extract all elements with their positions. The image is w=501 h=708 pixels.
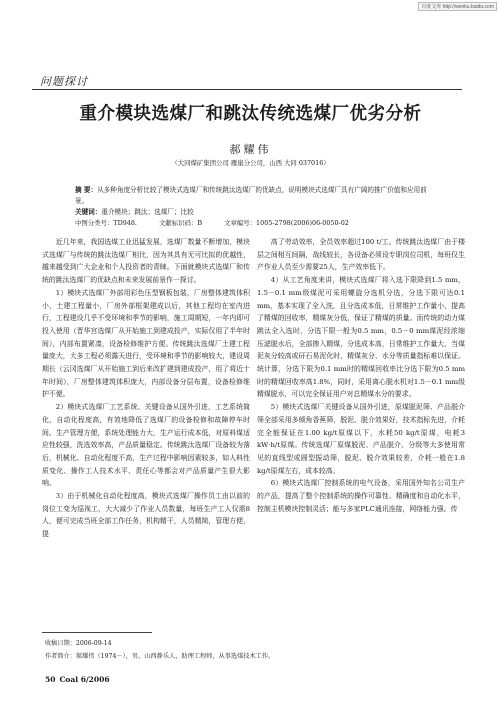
right-column <box>257 236 465 515</box>
document-code: 文献标识码：B <box>159 219 203 227</box>
watermark: 百度文库 http://wenku.baidu.com <box>418 2 497 11</box>
author: 郝耀伟 <box>229 143 272 156</box>
affiliation: （大同煤矿集团公司 雁崖分公司，山西 大同 037016） <box>171 159 330 167</box>
section-label: 问题探讨 <box>40 75 88 88</box>
keywords-label: 关键词： <box>75 208 102 216</box>
clc-number: 中图分类号：TD948. <box>75 219 137 227</box>
body-paragraph: 高了劳动效率，全员效率超过100 t/工。传统跳汰选煤厂由于楼层之间相互间隔，战线较长，各设备必须设专职岗位司机，每班仅生产作业人员至少需要25人，生产效率低下。 <box>257 238 465 272</box>
abstract-text: 从多种角度分析比较了模块式选煤厂和传统跳汰选煤厂的优缺点，说明模块式选煤厂具有广阔的推广价值和应用前景。 <box>75 186 427 205</box>
page-footer <box>45 675 114 684</box>
body-paragraph: 近几年来，我国选煤工业迅猛发展，选煤厂数量不断增加，模块式选煤厂与传统的跳汰选煤厂相比，因为其具有无可比拟的优越性，越来越受到广大企业和个人投资者的青睐。下面就模块式选煤厂和传统的跳汰选煤厂的优缺点和未来发展前景作一探讨。 <box>42 238 250 285</box>
article-title: 重介模块选煤厂和跳汰传统选煤厂优劣分析 <box>79 104 422 124</box>
body-paragraph: 1）模块式选煤厂外部用彩色压型钢板包装，厂房整体建筑体积小，土建工程量小，厂房外部框架建成以后，其他工程均在室内进行，工程建设几乎不受环境和季节的影响，施工周期短，一年内即可投入使用（晋华宫选煤厂从开始施工到建成投产，实际仅用了半年时间），内部布置紧凑，设备检修维护方便。传统跳汰选煤厂土建工程量庞大，大多工程必须露天进行，受环境和季节的影响较大，建设周期长（云冈选煤厂从开始施工到后来改扩建到建成投产，用了将近十年时间），厂房整体建筑体积庞大，内部设备分层布置，设备检修维护不便。 <box>42 288 250 399</box>
left-column <box>42 236 250 541</box>
body-paragraph: 2）模块式选煤厂工艺系统、关键设备从国外引进，工艺系统简化，自动化程度高，有效地降低了选煤厂的设备检修和故障停车时间。生产管理方便，系统处理能力大，生产运行成本低，对原料煤适应性较强，洗选效率高，产品质量稳定。传统跳汰选煤厂设备较为落后，机械化、自动化程度不高，生产过程中影响因素较多，如人料性质变化、操作工人技术水平、责任心等都会对产品质量产生很大影响。 <box>42 403 250 488</box>
footnote-author: 作者简介：郝耀伟（1974－），男，山西静乐人，助理工程师，从事选煤技术工作。 <box>45 653 275 660</box>
classification-row <box>75 218 430 227</box>
body-paragraph: 6）模块式选煤厂控制系统的电气设备，采用国外知名公司生产的产品，提高了整个控制系统的操作可靠性、精确度和自动化水平，控制主机模块控制灵活；能与多家PLC通讯连接，网络能力强。传 <box>257 479 465 513</box>
footnote-received: 收稿日期：2006-09-14 <box>45 640 112 647</box>
abstract <box>75 185 430 218</box>
footnote-rule <box>42 632 152 633</box>
header-rule <box>32 89 462 90</box>
journal-name: Coal 6/2006 <box>59 675 110 684</box>
abstract-label: 摘 要： <box>75 186 98 194</box>
body-paragraph: 5）模块式选煤厂关键设备从国外引进，原煤脱泥筛、产品脱介筛全部采用多倾角香蕉筛，脱泥、脱介效果好，技术指标先进，介耗完全能保证在1.00 kg/t原煤以下，水耗50 kg/t原煤，电耗3 kW·h/t原煤。传统选煤厂原煤脱泥、产品脱介、分级等大多使用常见的直线型或圆型振动筛，脱泥、脱介效果较差，介耗一般在1.8 kg/t原煤左右，成本较高。 <box>257 403 465 475</box>
article-number: 文章编号：1005-2798(2006)06-0050-02 <box>224 219 349 227</box>
body-paragraph: 3）由于机械化自动化程度高，模块式选煤厂操作员工由以前的岗位工变为巡视工，大大减少了作业人员数量，每班生产工人仅需8人，便可完成当班全部工作任务，机构精干，人员精简，管理方便，提 <box>42 492 250 539</box>
page-number: 50 <box>45 675 56 684</box>
keywords: 重介模块；跳汰；选煤厂；比较 <box>101 208 194 216</box>
body-paragraph: 4）从工艺角度来讲，模块式选煤厂将入选下限降到1.5 mm，1.5－0.1 mm级煤泥可采用螺旋分选机分选，分选下限可达0.1 mm，基本实现了全入洗，且分选成本低，日常维护工作量小，提高了精煤的回收率，精煤灰分低，保证了精煤的质量。而传统的动力煤跳汰全入选时，分选下限一般为0.5 mm，0.5－0 mm煤泥经浓缩压滤脱水后，全部掺入精煤，分选成本高，日常维护工作量大，当煤泥灰分较高或矸石易泥化时，精煤灰分、水分等质量指标难以保证。统计算，分选下限为0.1 mm时的精煤回收率比分选下限为0.5 mm时的精煤回收率高1.8%，同时，采用离心脱水机对1.5－0.1 mm级精煤脱水，可以完全保证用户对总精煤水分的要求。 <box>257 276 465 399</box>
